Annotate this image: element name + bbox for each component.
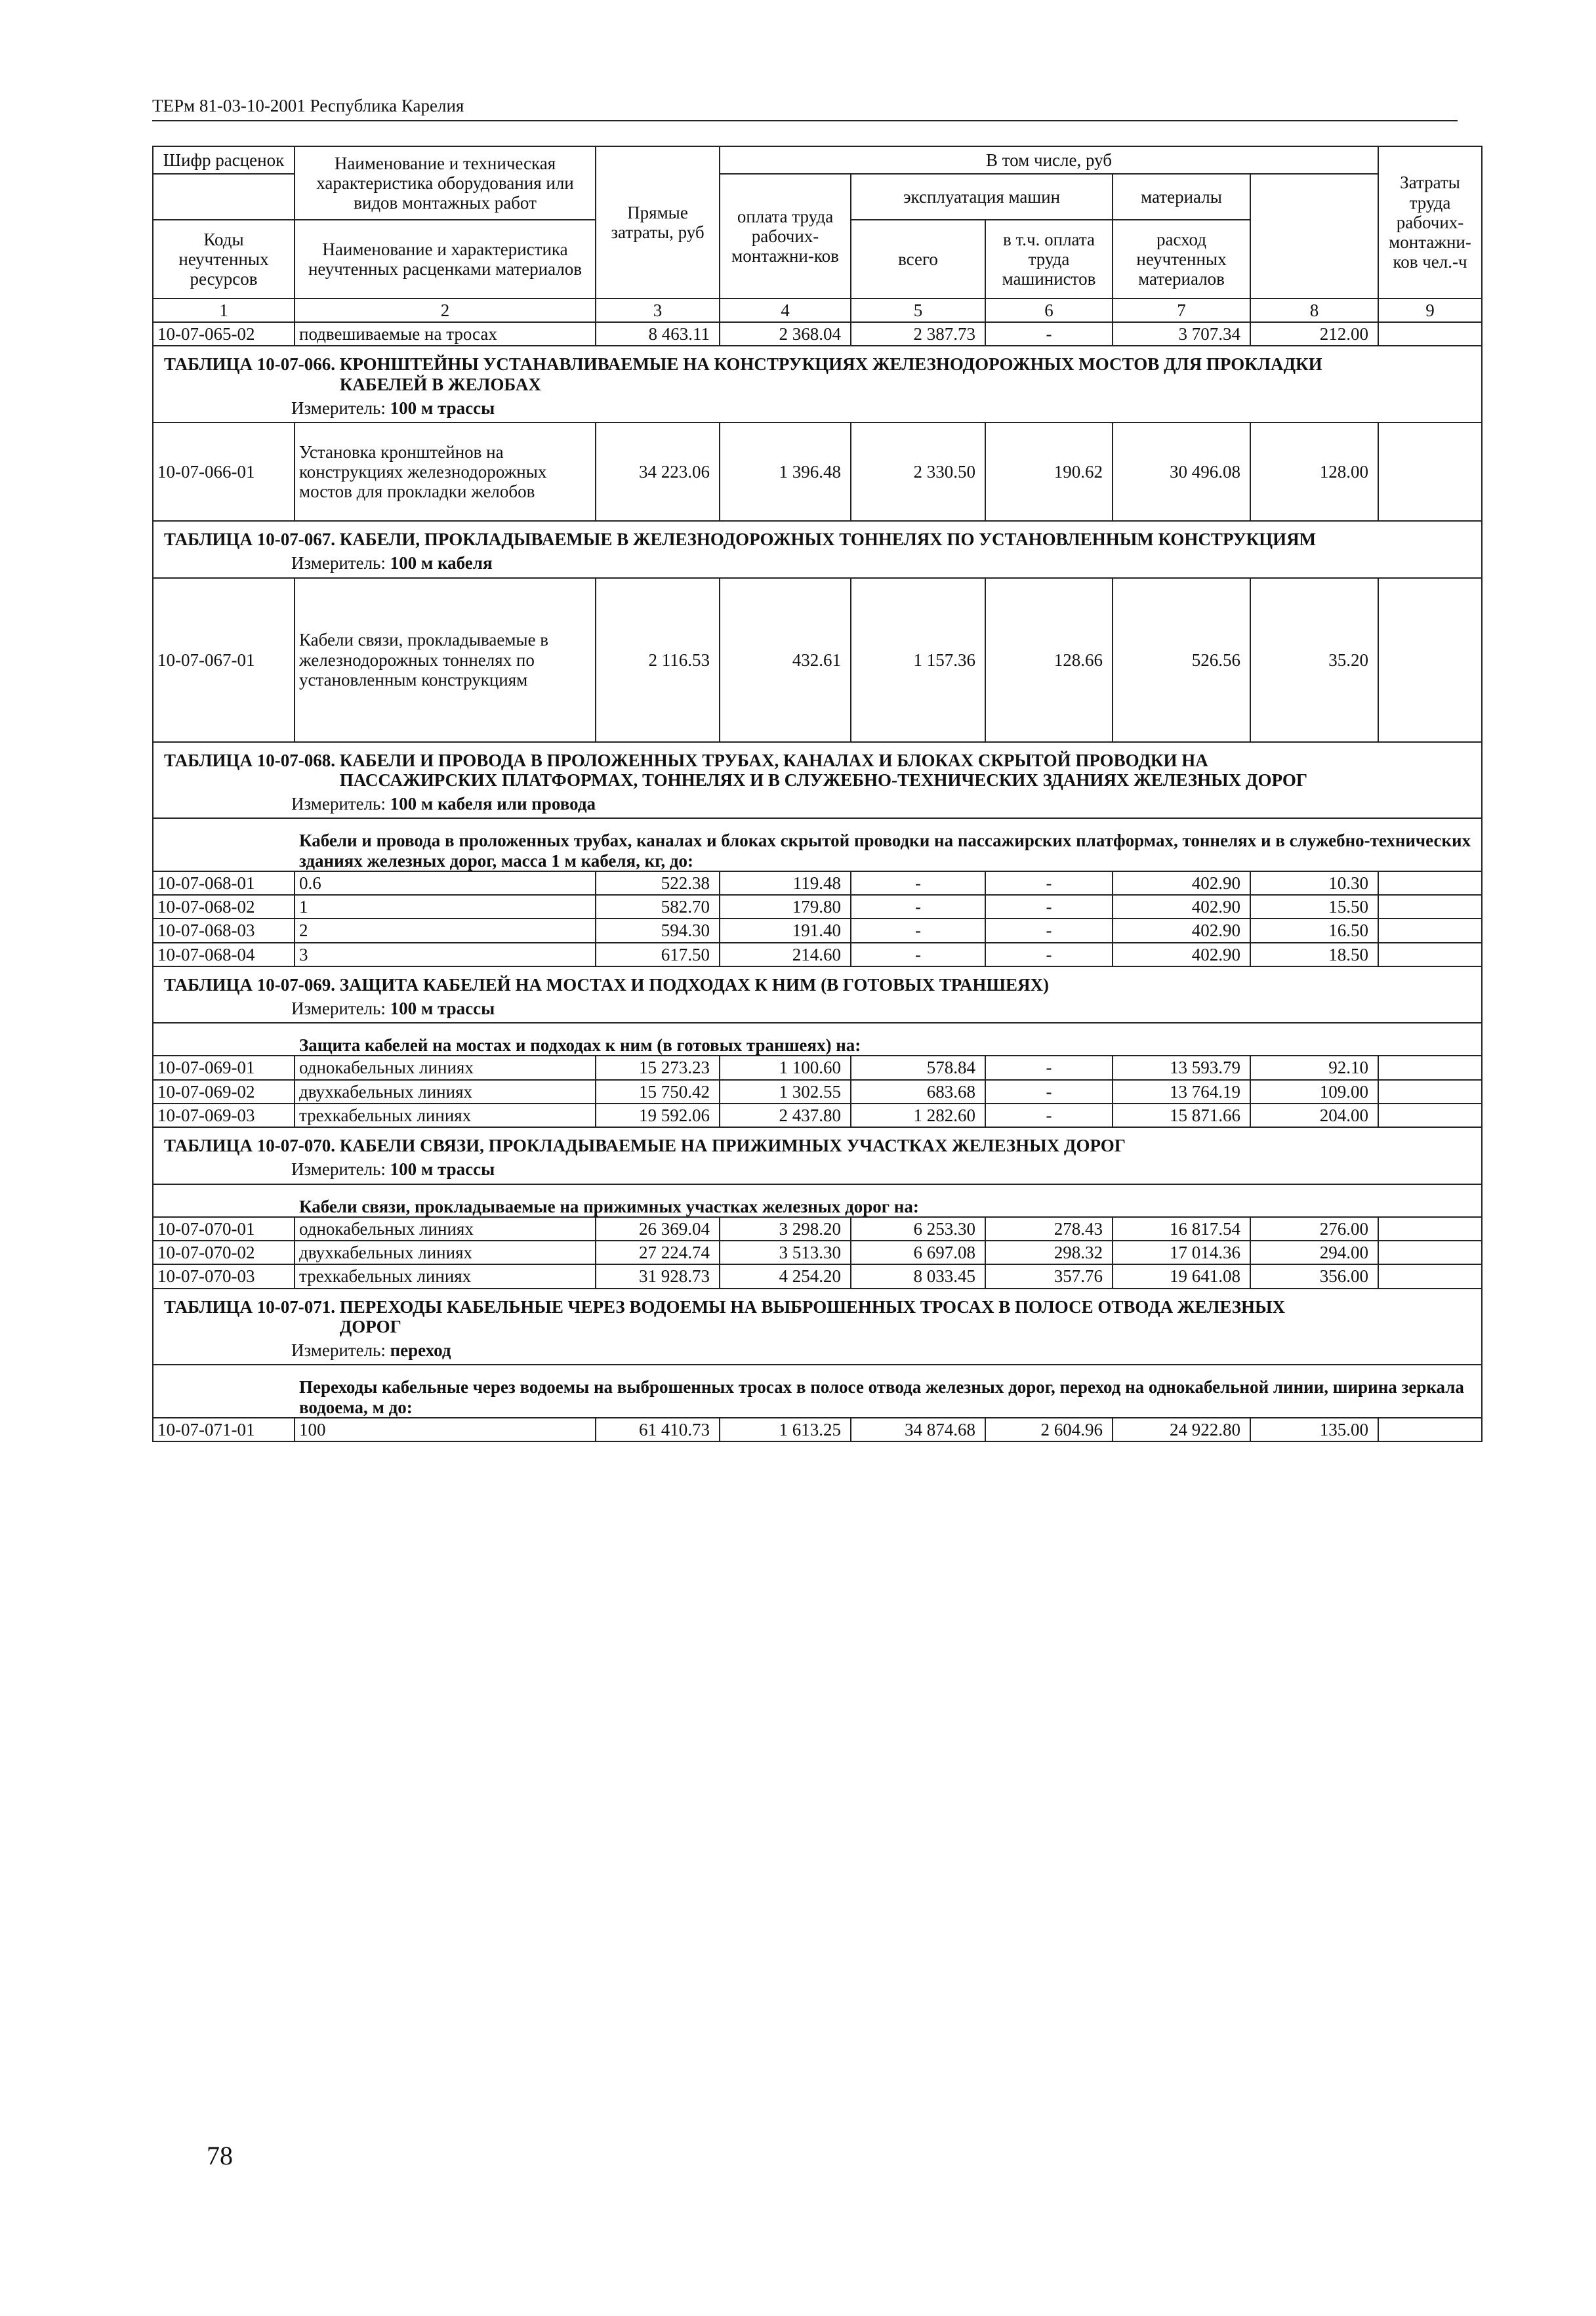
rate-direct: 582.70 (596, 895, 720, 919)
page-number: 78 (207, 2141, 233, 2170)
rate-materials: 402.90 (1113, 943, 1250, 966)
intro-row (153, 818, 1482, 871)
measure-value: 100 м трассы (390, 998, 495, 1018)
measure-row (153, 396, 1482, 423)
measure-label: Измеритель: (291, 1159, 386, 1180)
measure-value: 100 м кабеля (390, 553, 493, 573)
rate-wages: 2 437.80 (720, 1104, 851, 1127)
rate-wages: 1 396.48 (720, 423, 851, 521)
rate-machinists: - (985, 943, 1113, 966)
column-number: 7 (1113, 299, 1250, 322)
rate-materials: 15 871.66 (1113, 1104, 1250, 1127)
rate-name: 0.6 (295, 871, 596, 895)
measure-row (153, 1157, 1482, 1184)
measure-value: 100 м трассы (390, 398, 495, 418)
table-row (153, 1217, 1482, 1241)
measure-row (153, 1338, 1482, 1365)
rate-name: двухкабельных линиях (295, 1080, 596, 1104)
column-number: 8 (1250, 299, 1378, 322)
rate-code: 10-07-069-03 (153, 1104, 295, 1127)
rate-materials: 24 922.80 (1113, 1418, 1250, 1441)
measure-row (153, 996, 1482, 1023)
rate-code: 10-07-070-03 (153, 1264, 295, 1288)
rate-machinists: - (985, 1104, 1113, 1127)
rate-machines: - (851, 919, 985, 942)
table-title-text: КАБЕЛИ И ПРОВОДА В ПРОЛОЖЕННЫХ ТРУБАХ, КАНАЛАХ И БЛОКАХ СКРЫТОЙ ПРОВОДКИ НА ПАССАЖИРСКИХ ПЛАТФОРМАХ, ТОННЕЛЯХ И В СЛУЖЕБНО-ТЕХНИЧЕСКИХ ЗДАНИЯХ ЖЕЛЕЗНЫХ ДОРОГ (339, 750, 1307, 790)
rate-code: 10-07-066-01 (153, 423, 295, 521)
rate-mass (1378, 1104, 1482, 1127)
rate-materials: 19 641.08 (1113, 1264, 1250, 1288)
header-labor: Затраты труда рабочих-монтажни-ков чел.-ч (1378, 146, 1482, 299)
table-title-row (153, 521, 1482, 550)
measure-label: Измеритель: (291, 1340, 386, 1361)
column-number: 9 (1378, 299, 1482, 322)
rate-materials: 402.90 (1113, 871, 1250, 895)
table-title-text: КАБЕЛИ СВЯЗИ, ПРОКЛАДЫВАЕМЫЕ НА ПРИЖИМНЫХ УЧАСТКАХ ЖЕЛЕЗНЫХ ДОРОГ (339, 1136, 1126, 1156)
table-title-row (153, 1289, 1482, 1338)
rate-machines: 2 387.73 (851, 322, 985, 346)
rate-mass (1378, 943, 1482, 966)
rate-name: однокабельных линиях (295, 1217, 596, 1241)
rate-machines: - (851, 943, 985, 966)
table-title (153, 1127, 1482, 1157)
rate-wages: 4 254.20 (720, 1264, 851, 1288)
table-number: ТАБЛИЦА 10-07-069. (164, 974, 335, 995)
rate-machinists: 128.66 (985, 578, 1113, 742)
column-number: 4 (720, 299, 851, 322)
rate-machines: 683.68 (851, 1080, 985, 1104)
rate-machinists: 298.32 (985, 1241, 1113, 1264)
header-name-top: Наименование и техническая характеристика оборудования или видов монтажных работ (295, 146, 596, 220)
table-intro: Защита кабелей на мостах и подходах к ним (в готовых траншеях) на: (153, 1023, 1482, 1056)
rate-mass (1378, 1418, 1482, 1441)
table-title-row (153, 966, 1482, 996)
rate-code: 10-07-065-02 (153, 322, 295, 346)
header-code-top-cont (153, 174, 295, 220)
table-row (153, 1418, 1482, 1441)
measure (153, 1338, 1482, 1365)
rate-labor: 204.00 (1250, 1104, 1378, 1127)
measure-label: Измеритель: (291, 794, 386, 814)
rate-direct: 522.38 (596, 871, 720, 895)
rate-name: 3 (295, 943, 596, 966)
table-title-row (153, 742, 1482, 791)
rate-wages: 1 613.25 (720, 1418, 851, 1441)
header-machines-total: всего (851, 220, 985, 299)
table-row (153, 895, 1482, 919)
intro-row (153, 1184, 1482, 1217)
table-title-text: ЗАЩИТА КАБЕЛЕЙ НА МОСТАХ И ПОДХОДАХ К НИМ (В ГОТОВЫХ ТРАНШЕЯХ) (339, 974, 1049, 995)
header-materials: материалы (1113, 174, 1250, 220)
measure-label: Измеритель: (291, 398, 386, 418)
rate-machines: 34 874.68 (851, 1418, 985, 1441)
rate-mass (1378, 1056, 1482, 1079)
table-row (153, 578, 1482, 742)
rate-mass (1378, 1241, 1482, 1264)
table-number: ТАБЛИЦА 10-07-071. (164, 1296, 335, 1317)
rate-materials: 30 496.08 (1113, 423, 1250, 521)
rate-wages: 3 513.30 (720, 1241, 851, 1264)
rate-direct: 34 223.06 (596, 423, 720, 521)
rate-direct: 2 116.53 (596, 578, 720, 742)
rate-mass (1378, 895, 1482, 919)
measure-value: 100 м трассы (390, 1159, 495, 1180)
measure (153, 550, 1482, 577)
table-row (153, 1080, 1482, 1104)
rate-code: 10-07-068-02 (153, 895, 295, 919)
rate-mass (1378, 1217, 1482, 1241)
rate-mass (1378, 1080, 1482, 1104)
rate-machines: 578.84 (851, 1056, 985, 1079)
rate-machines: 6 253.30 (851, 1217, 985, 1241)
rate-labor: 128.00 (1250, 423, 1378, 521)
rate-name: однокабельных линиях (295, 1056, 596, 1079)
rate-name: 1 (295, 895, 596, 919)
rate-name: 2 (295, 919, 596, 942)
rate-code: 10-07-071-01 (153, 1418, 295, 1441)
rate-labor: 276.00 (1250, 1217, 1378, 1241)
intro-row (153, 1023, 1482, 1056)
rate-machinists: - (985, 895, 1113, 919)
rate-mass (1378, 322, 1482, 346)
rate-materials: 402.90 (1113, 919, 1250, 942)
table-row (153, 919, 1482, 942)
table-row (153, 1264, 1482, 1288)
rate-name: Установка кронштейнов на конструкциях железнодорожных мостов для прокладки желобов (295, 423, 596, 521)
rate-mass (1378, 578, 1482, 742)
table-intro: Кабели и провода в проложенных трубах, каналах и блоках скрытой проводки на пассажирских платформах, тоннелях и в служебно-технических зданиях железных дорог, масса 1 м кабеля, кг, до: (153, 818, 1482, 871)
rate-materials: 402.90 (1113, 895, 1250, 919)
table-number: ТАБЛИЦА 10-07-068. (164, 750, 335, 770)
table-title-text: ПЕРЕХОДЫ КАБЕЛЬНЫЕ ЧЕРЕЗ ВОДОЕМЫ НА ВЫБРОШЕННЫХ ТРОСАХ В ПОЛОСЕ ОТВОДА ЖЕЛЕЗНЫХ ДОРОГ (339, 1296, 1285, 1336)
rate-labor: 212.00 (1250, 322, 1378, 346)
rate-machines: 6 697.08 (851, 1241, 985, 1264)
rate-wages: 1 100.60 (720, 1056, 851, 1079)
rate-wages: 191.40 (720, 919, 851, 942)
table-number: ТАБЛИЦА 10-07-067. (164, 529, 335, 550)
column-number: 5 (851, 299, 985, 322)
rate-code: 10-07-069-01 (153, 1056, 295, 1079)
measure-row (153, 791, 1482, 818)
table-title (153, 1289, 1482, 1338)
rate-machinists: - (985, 322, 1113, 346)
table-number: ТАБЛИЦА 10-07-066. (164, 354, 335, 375)
rate-machinists: 357.76 (985, 1264, 1113, 1288)
table-row (153, 1056, 1482, 1079)
measure-label: Измеритель: (291, 553, 386, 573)
column-number: 6 (985, 299, 1113, 322)
rate-code: 10-07-067-01 (153, 578, 295, 742)
table-title-row (153, 346, 1482, 395)
header-name-bottom: Наименование и характеристика неучтенных расценками материалов (295, 220, 596, 299)
rate-materials: 3 707.34 (1113, 322, 1250, 346)
rate-labor: 18.50 (1250, 943, 1378, 966)
table-title (153, 742, 1482, 791)
rate-direct: 19 592.06 (596, 1104, 720, 1127)
table-title (153, 521, 1482, 550)
rate-wages: 2 368.04 (720, 322, 851, 346)
column-number: 2 (295, 299, 596, 322)
table-row (153, 1241, 1482, 1264)
rate-labor: 35.20 (1250, 578, 1378, 742)
header-code-top: Шифр расценок (153, 146, 295, 174)
rate-code: 10-07-070-01 (153, 1217, 295, 1241)
rate-machines: - (851, 871, 985, 895)
rate-code: 10-07-068-04 (153, 943, 295, 966)
rate-labor: 10.30 (1250, 871, 1378, 895)
rate-name: двухкабельных линиях (295, 1241, 596, 1264)
header-wages: оплата труда рабочих-монтажни-ков (720, 174, 851, 299)
rate-direct: 27 224.74 (596, 1241, 720, 1264)
header-machinists: в т.ч. оплата труда машинистов (985, 220, 1113, 299)
rate-machinists: - (985, 871, 1113, 895)
table-intro: Кабели связи, прокладываемые на прижимных участках железных дорог на: (153, 1184, 1482, 1217)
rate-labor: 92.10 (1250, 1056, 1378, 1079)
rate-materials: 17 014.36 (1113, 1241, 1250, 1264)
table-row (153, 871, 1482, 895)
rate-labor: 294.00 (1250, 1241, 1378, 1264)
rate-machines: 1 157.36 (851, 578, 985, 742)
header-code-bottom: Коды неучтенных ресурсов (153, 220, 295, 299)
rate-materials: 13 764.19 (1113, 1080, 1250, 1104)
rate-wages: 1 302.55 (720, 1080, 851, 1104)
rate-machinists: 278.43 (985, 1217, 1113, 1241)
rate-code: 10-07-068-01 (153, 871, 295, 895)
header-materials-sub: расход неучтенных материалов (1113, 220, 1250, 299)
intro-row (153, 1365, 1482, 1417)
table-title-row (153, 1127, 1482, 1157)
rate-materials: 16 817.54 (1113, 1217, 1250, 1241)
table-title-text: КРОНШТЕЙНЫ УСТАНАВЛИВАЕМЫЕ НА КОНСТРУКЦИЯХ ЖЕЛЕЗНОДОРОЖНЫХ МОСТОВ ДЛЯ ПРОКЛАДКИ КАБЕЛЕЙ В ЖЕЛОБАХ (339, 354, 1322, 394)
rate-wages: 432.61 (720, 578, 851, 742)
rate-direct: 617.50 (596, 943, 720, 966)
measure-row (153, 550, 1482, 577)
rates-table (152, 146, 1483, 1442)
rate-name: трехкабельных линиях (295, 1264, 596, 1288)
table-intro: Переходы кабельные через водоемы на выброшенных тросах в полосе отвода железных дорог, переход на однокабельной линии, ширина зеркала водоема, м до: (153, 1365, 1482, 1417)
table-title (153, 966, 1482, 996)
rate-machines: 8 033.45 (851, 1264, 985, 1288)
rate-mass (1378, 423, 1482, 521)
table-title (153, 346, 1482, 395)
rate-code: 10-07-070-02 (153, 1241, 295, 1264)
measure (153, 996, 1482, 1023)
rate-wages: 214.60 (720, 943, 851, 966)
table-row (153, 322, 1482, 346)
column-number: 3 (596, 299, 720, 322)
rate-direct: 8 463.11 (596, 322, 720, 346)
rate-machines: - (851, 895, 985, 919)
header-machines: эксплуатация машин (851, 174, 1113, 220)
measure-value: переход (390, 1340, 451, 1361)
rate-direct: 26 369.04 (596, 1217, 720, 1241)
rate-mass (1378, 871, 1482, 895)
rate-labor: 109.00 (1250, 1080, 1378, 1104)
rate-mass (1378, 1264, 1482, 1288)
rate-machines: 2 330.50 (851, 423, 985, 521)
table-row (153, 423, 1482, 521)
measure-value: 100 м кабеля или провода (390, 794, 596, 814)
rate-machinists: 190.62 (985, 423, 1113, 521)
table-number: ТАБЛИЦА 10-07-070. (164, 1136, 335, 1156)
table-row (153, 943, 1482, 966)
rate-direct: 594.30 (596, 919, 720, 942)
rate-direct: 61 410.73 (596, 1418, 720, 1441)
document-header: ТЕРм 81-03-10-2001 Республика Карелия (152, 96, 1458, 121)
rate-labor: 135.00 (1250, 1418, 1378, 1441)
column-number: 1 (153, 299, 295, 322)
rate-machinists: - (985, 1056, 1113, 1079)
rate-materials: 526.56 (1113, 578, 1250, 742)
rate-direct: 31 928.73 (596, 1264, 720, 1288)
measure-label: Измеритель: (291, 998, 386, 1018)
rate-labor: 16.50 (1250, 919, 1378, 942)
rate-machinists: - (985, 919, 1113, 942)
rate-wages: 179.80 (720, 895, 851, 919)
rate-code: 10-07-069-02 (153, 1080, 295, 1104)
rate-wages: 3 298.20 (720, 1217, 851, 1241)
rate-direct: 15 273.23 (596, 1056, 720, 1079)
measure (153, 791, 1482, 818)
rate-labor: 356.00 (1250, 1264, 1378, 1288)
measure (153, 396, 1482, 423)
rate-name: подвешиваемые на тросах (295, 322, 596, 346)
rate-wages: 119.48 (720, 871, 851, 895)
rate-machinists: - (985, 1080, 1113, 1104)
header-direct: Прямые затраты, руб (596, 146, 720, 299)
header-including: В том числе, руб (720, 146, 1378, 174)
table-title-text: КАБЕЛИ, ПРОКЛАДЫВАЕМЫЕ В ЖЕЛЕЗНОДОРОЖНЫХ ТОННЕЛЯХ ПО УСТАНОВЛЕННЫМ КОНСТРУКЦИЯМ (339, 529, 1317, 550)
rate-code: 10-07-068-03 (153, 919, 295, 942)
rate-machinists: 2 604.96 (985, 1418, 1113, 1441)
table-row (153, 1104, 1482, 1127)
rate-mass (1378, 919, 1482, 942)
rate-direct: 15 750.42 (596, 1080, 720, 1104)
rate-name: 100 (295, 1418, 596, 1441)
rate-machines: 1 282.60 (851, 1104, 985, 1127)
rate-name: Кабели связи, прокладываемые в железнодорожных тоннелях по установленным конструкциям (295, 578, 596, 742)
measure (153, 1157, 1482, 1184)
rate-name: трехкабельных линиях (295, 1104, 596, 1127)
rate-labor: 15.50 (1250, 895, 1378, 919)
rate-materials: 13 593.79 (1113, 1056, 1250, 1079)
